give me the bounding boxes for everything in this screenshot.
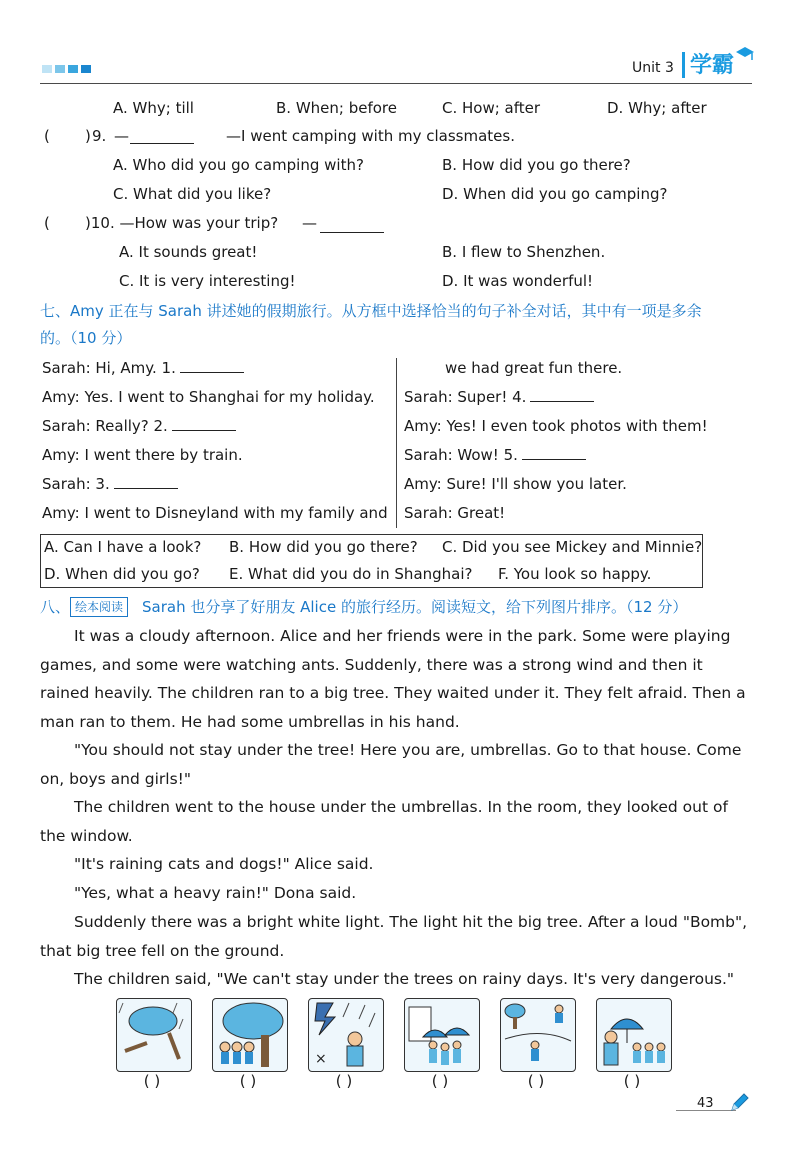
brand-logo: 学霸 [690, 53, 735, 78]
story-paragraph: The children went to the house under the umbrellas. In the room, they looked out of the window. [40, 798, 728, 845]
q10-option-a: A. It sounds great! [119, 243, 258, 261]
q9-option-c: C. What did you like? [113, 185, 272, 203]
dialogue-line: we had great fun there. [445, 359, 623, 377]
picture-6-answer[interactable]: ( ) [623, 1072, 641, 1090]
graduation-cap-icon [735, 46, 755, 62]
q9-paren: ( [44, 127, 50, 145]
dialogue-line: Amy: I went to Disneyland with my family and [42, 504, 388, 522]
dialogue-line: Sarah: Wow! 5. [404, 445, 586, 465]
story-paragraph: "It's raining cats and dogs!" Alice said. [74, 855, 374, 873]
children-in-park-picture [500, 998, 576, 1072]
box-option-e: E. What did you do in Shanghai? [229, 565, 473, 583]
box-option-c: C. Did you see Mickey and Minnie? [442, 538, 703, 556]
section7-title-cont: 的。（10 分） [40, 329, 132, 347]
q9-paren-close: ) [85, 127, 91, 145]
blank-1[interactable] [180, 358, 244, 373]
q9-answer-blank[interactable] [130, 143, 194, 144]
dialogue-line: Sarah: Super! 4. [404, 387, 594, 407]
blank-2[interactable] [172, 416, 236, 431]
children-under-tree-picture [212, 998, 288, 1072]
pencil-icon [728, 1092, 750, 1114]
picture-5-answer[interactable]: ( ) [527, 1072, 545, 1090]
q10-option-d: D. It was wonderful! [442, 272, 594, 290]
picture-4-answer[interactable]: ( ) [431, 1072, 449, 1090]
dialogue-line: Sarah: 3. [42, 474, 178, 494]
q9-option-a: A. Who did you go camping with? [113, 156, 364, 174]
q10-prompt: )10. —How was your trip? [85, 214, 279, 232]
dialogue-line: Sarah: Hi, Amy. 1. [42, 358, 244, 378]
blank-5[interactable] [522, 445, 586, 460]
svg-text:×: × [315, 1051, 327, 1067]
q8-option-b: B. When; before [276, 99, 397, 117]
dialogue-column-divider [396, 358, 397, 528]
dialogue-line: Sarah: Great! [404, 504, 506, 522]
story-paragraph: The children said, "We can't stay under the trees on rainy days. It's very dangerous." [74, 970, 735, 988]
q10-paren: ( [44, 214, 50, 232]
story-paragraph: "You should not stay under the tree! Here you are, umbrellas. Go to that house. Come on, boys and girls!" [40, 741, 742, 788]
q9-number: 9. [92, 127, 107, 145]
dialogue-line: Amy: Yes! I even took photos with them! [404, 417, 708, 435]
story-paragraph: Suddenly there was a bright white light. The light hit the big tree. After a loud "Bomb", that big tree fell on the ground. [40, 913, 748, 960]
section8-title: Sarah 也分享了好朋友 Alice 的旅行经历。阅读短文，给下列图片排序。（12 分） [142, 598, 688, 616]
children-with-umbrellas-picture [404, 998, 480, 1072]
box-option-d: D. When did you go? [44, 565, 200, 583]
page-number: 43 [697, 1096, 714, 1111]
picture-book-reading-tag: 绘本阅读 [70, 597, 128, 617]
q9-reply: —I went camping with my classmates. [226, 127, 515, 145]
header-divider [682, 52, 685, 78]
story-paragraph: "Yes, what a heavy rain!" Dona said. [74, 884, 357, 902]
header-decoration-square [68, 65, 78, 73]
blank-3[interactable] [114, 474, 178, 489]
storm-lightning-picture [308, 998, 384, 1072]
q9-dash: — [114, 127, 129, 145]
q9-option-b: B. How did you go there? [442, 156, 631, 174]
box-option-b: B. How did you go there? [229, 538, 418, 556]
dialogue-line: Amy: Yes. I went to Shanghai for my holiday. [42, 388, 375, 406]
header-decoration-square [55, 65, 65, 73]
picture-2-answer[interactable]: ( ) [239, 1072, 257, 1090]
picture-3-answer[interactable]: ( ) [335, 1072, 353, 1090]
q10-option-c: C. It is very interesting! [119, 272, 296, 290]
section7-title: 七、Amy 正在与 Sarah 讲述她的假期旅行。从方框中选择恰当的句子补全对话，其中有一项是多余 [40, 302, 702, 320]
q10-answer-blank[interactable] [320, 232, 384, 233]
box-option-f: F. You look so happy. [498, 565, 652, 583]
q8-option-c: C. How; after [442, 99, 541, 117]
blank-4[interactable] [530, 387, 594, 402]
fallen-tree-picture [116, 998, 192, 1072]
q10-dash: — [302, 214, 317, 232]
q8-option-d: D. Why; after [607, 99, 707, 117]
dialogue-line: Sarah: Really? 2. [42, 416, 236, 436]
header-rule [40, 83, 752, 84]
box-option-a: A. Can I have a look? [44, 538, 202, 556]
picture-1-answer[interactable]: ( ) [143, 1072, 161, 1090]
header-decoration-square [81, 65, 91, 73]
dialogue-line: Amy: I went there by train. [42, 446, 243, 464]
dialogue-line: Amy: Sure! I'll show you later. [404, 475, 627, 493]
section8-number: 八、 [40, 598, 71, 616]
man-giving-umbrellas-picture [596, 998, 672, 1072]
q9-option-d: D. When did you go camping? [442, 185, 668, 203]
header-decoration-square [42, 65, 52, 73]
q10-option-b: B. I flew to Shenzhen. [442, 243, 606, 261]
story-paragraph: It was a cloudy afternoon. Alice and her friends were in the park. Some were playing games, and some were watching ants. Suddenly, there was a strong wind and then it rained heavily. The children ran to a big tree. They waited under it. They felt afraid. Then a man ran to them. He had some umbrellas in his hand. [40, 627, 746, 731]
unit-label: Unit 3 [632, 60, 674, 76]
q8-option-a: A. Why; till [113, 99, 194, 117]
